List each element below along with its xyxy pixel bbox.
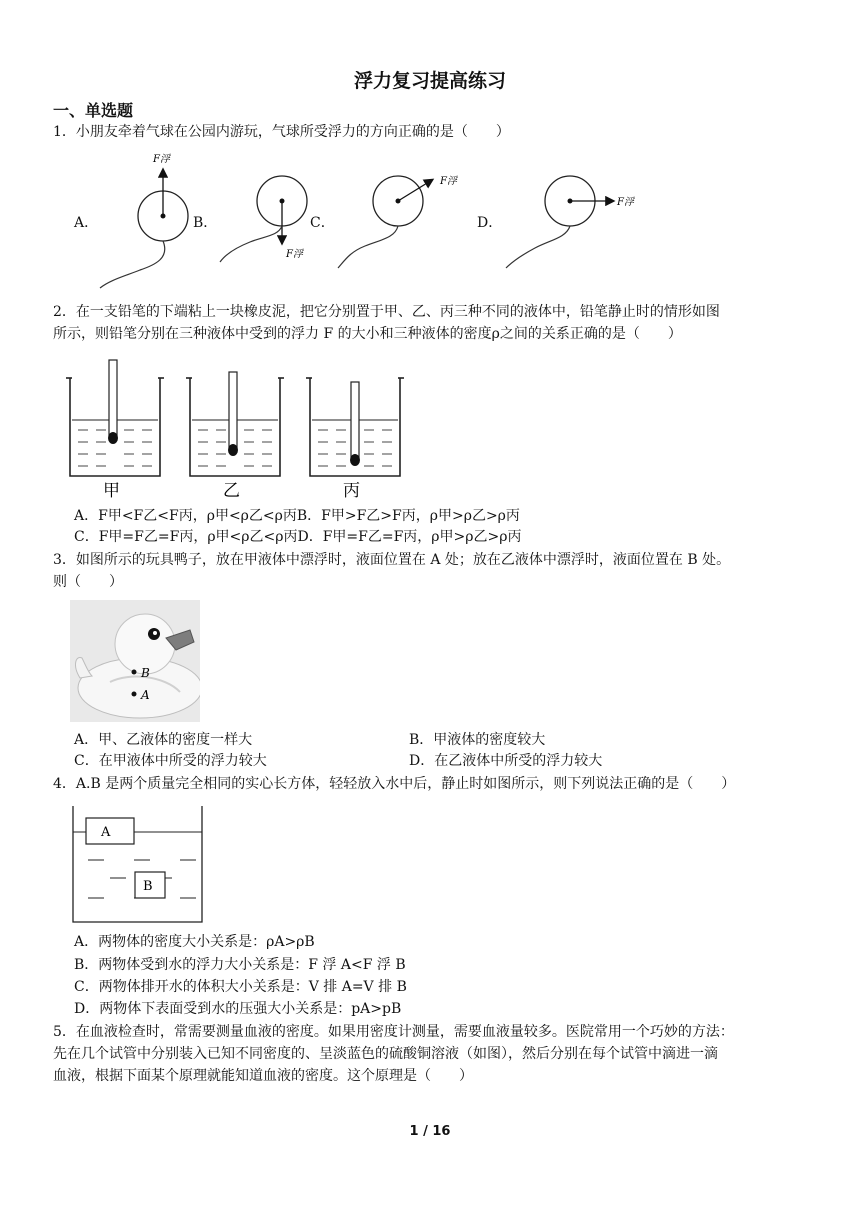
q4-option-d: D．两物体下表面受到水的压强大小关系是：pA>pB [74,1001,402,1017]
question-5-stem-line1: 5．在血液检查时，常需要测量血液的密度。如果用密度计测量，需要血液量较多。医院常用一个巧妙的方法： [53,1024,734,1040]
beaker-bing [306,378,404,500]
block-b-label: B [143,879,153,894]
q3-option-a: A．甲、乙液体的密度一样大 [74,732,253,748]
section-heading-single-choice: 一、单选题 [53,101,134,120]
q2-options-line1: A．F甲<F乙<F丙，ρ甲<ρ乙<ρ丙B．F甲>F乙>F丙，ρ甲>ρ乙>ρ丙 [74,508,520,524]
q1-option-a-label: A． [74,215,99,231]
balloon-c-diagram [338,175,458,268]
q2-beakers-figure [60,358,440,500]
question-2-stem-line2: 所示，则铅笔分别在三种液体中受到的浮力 F 的大小和三种液体的密度ρ之间的关系正确的是（ ） [53,326,682,342]
beaker-label-yi: 乙 [223,481,240,500]
question-3-stem-line1: 3．如图所示的玩具鸭子，放在甲液体中漂浮时，液面位置在 A 处；放在乙液体中漂浮时，液面位置在 B 处。 [53,552,731,568]
beaker-label-jia: 甲 [103,481,120,500]
balloon-a-diagram [100,153,188,288]
q1-force-label-d: F浮 [617,197,634,208]
q3-option-c: C．在甲液体中所受的浮力较大 [74,753,267,769]
beaker-yi [186,372,284,500]
q3-rubber-duck-figure [70,600,200,722]
q1-option-b-label: B． [193,215,218,231]
q4-option-a: A．两物体的密度大小关系是：ρA>ρB [74,934,315,950]
q1-force-label-b: F浮 [286,249,303,260]
document-title: 浮力复习提高练习 [353,70,506,92]
q4-option-b: B．两物体受到水的浮力大小关系是：F 浮 A<F 浮 B [74,957,406,973]
q4-option-c: C．两物体排开水的体积大小关系是：V 排 A=V 排 B [74,979,407,995]
beaker-label-bing: 丙 [343,481,360,500]
question-3-stem-line2: 则（ ） [53,574,123,590]
balloon-d-diagram [506,176,635,268]
page-number: 1 / 16 [409,1124,451,1139]
q4-container-figure [70,802,210,926]
q3-option-d: D．在乙液体中所受的浮力较大 [409,753,603,769]
block-a-label: A [101,825,111,840]
duck-label-b: B [141,666,150,680]
q3-option-b: B．甲液体的密度较大 [409,732,546,748]
question-2-stem-line1: 2．在一支铅笔的下端粘上一块橡皮泥，把它分别置于甲、乙、丙三种不同的液体中，铅笔静止时的情形如图 [53,304,720,320]
q1-force-label-a: F浮 [153,154,170,165]
q1-balloon-figures [0,140,860,300]
q1-force-label-c: F浮 [440,176,457,187]
balloon-b-diagram [220,176,307,262]
question-5-stem-line3: 血液，根据下面某个原理就能知道血液的密度。这个原理是（ ） [53,1068,473,1084]
question-4-stem: 4．A.B 是两个质量完全相同的实心长方体，轻轻放入水中后，静止时如图所示，则下列说法正确的是（ ） [53,776,736,792]
beaker-jia [66,360,164,500]
question-5-stem-line2: 先在几个试管中分别装入已知不同密度的、呈淡蓝色的硫酸铜溶液（如图），然后分别在每个试管中滴进一滴 [53,1046,718,1062]
q1-option-d-label: D． [477,215,503,231]
question-1-stem: 1．小朋友牵着气球在公园内游玩，气球所受浮力的方向正确的是（ ） [53,124,510,140]
duck-label-a: A [141,688,150,702]
q2-options-line2: C．F甲=F乙=F丙，ρ甲<ρ乙<ρ丙D．F甲=F乙=F丙，ρ甲>ρ乙>ρ丙 [74,529,522,545]
q1-option-c-label: C． [310,215,335,231]
